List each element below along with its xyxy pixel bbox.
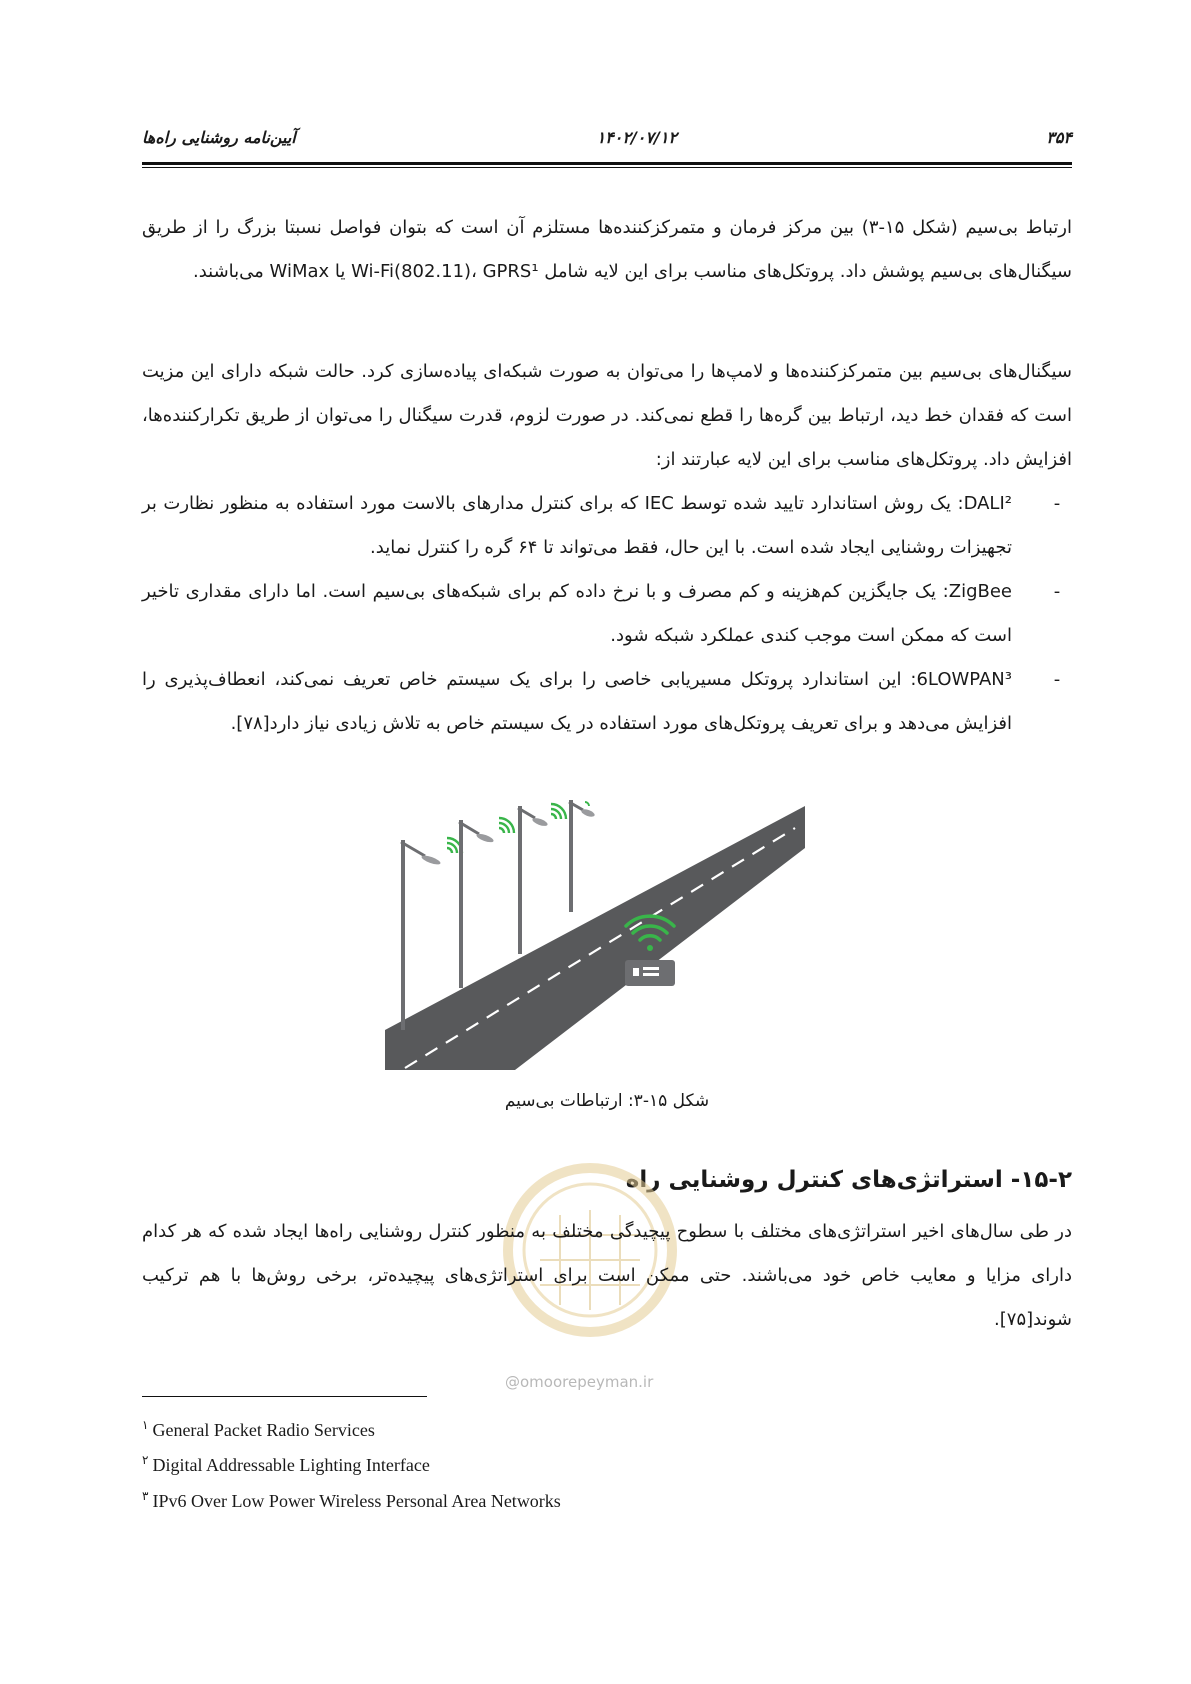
header-date: ۱۴۰۲/۰۷/۱۲ — [596, 128, 677, 147]
list-item — [142, 482, 1072, 570]
paragraph-1: ارتباط بی‌سیم (شکل ۱۵-۳) بین مرکز فرمان و متمرکزکننده‌ها مستلزم آن است که بتوان فواصل نسبتا بزرگ را از طریق سیگنال‌های بی‌سیم پوشش داد. پروتکل‌های مناسب برای این لایه شامل Wi-Fi(802.11)، GPRS¹ یا WiMax می‌باشند. — [142, 217, 1072, 282]
footnote-text: IPv6 Over Low Power Wireless Personal Area Networks — [152, 1491, 561, 1511]
wifi-signal-icon — [499, 818, 514, 833]
figure-caption: شکل ۱۵-۳: ارتباطات بی‌سیم — [504, 1091, 710, 1111]
list-item-text: ZigBee: یک جایگزین کم‌هزینه و کم مصرف و با نرخ داده کم برای شبکه‌های بی‌سیم است. اما دارای مقداری تاخیر است که ممکن است موجب کندی عملکرد شبکه شود. — [142, 581, 1012, 646]
list-item-text: DALI²: یک روش استاندارد تایید شده توسط IEC که برای کنترل مدارهای بالاست مورد استفاده به منظور نظارت بر تجهیزات روشنایی ایجاد شده است. با این حال، فقط می‌تواند تا ۶۴ گره را کنترل نماید. — [142, 493, 1012, 558]
footnote-rule — [142, 1396, 427, 1397]
list-dash: - — [1053, 669, 1061, 690]
street-lamp-icon — [459, 820, 494, 988]
wireless-street-figure — [385, 800, 805, 1080]
router-icon — [625, 960, 675, 986]
wifi-signal-icon — [585, 802, 589, 806]
list-dash: - — [1053, 493, 1061, 514]
wifi-signal-icon — [551, 804, 566, 819]
section-paragraph: در طی سال‌های اخیر استراتژی‌های مختلف با سطوح پیچیدگی مختلف به منظور کنترل روشنایی راه‌ها ایجاد شده که هر کدام دارای مزایا و معایب خاص خود می‌باشند. حتی ممکن است برای استراتژی‌های پیچیده‌تر، برخی روش‌ها با هم ترکیب شوند[۷۵]. — [142, 1221, 1072, 1330]
street-lamp-icon — [518, 806, 549, 954]
list-item — [142, 658, 1072, 746]
section-heading: ۱۵-۲- استراتژی‌های کنترل روشنایی راه — [625, 1167, 1072, 1193]
footnote — [142, 1453, 430, 1476]
list-item — [142, 570, 1072, 658]
page-number: ۳۵۴ — [1046, 128, 1072, 147]
street-lamp-icon — [401, 840, 441, 1030]
footnote-text: Digital Addressable Lighting Interface — [152, 1455, 430, 1475]
header-rule-thick — [142, 162, 1072, 165]
footnote-text: General Packet Radio Services — [152, 1420, 375, 1440]
list-dash: - — [1053, 581, 1061, 602]
list-item-text: 6LOWPAN³: این استاندارد پروتکل مسیریابی خاصی را برای یک سیستم خاص تعریف نمی‌کند، انعطاف‌پذیری را افزایش می‌دهد و برای تعریف پروتکل‌های مورد استفاده در یک سیستم خاص به تلاش زیادی نیاز دارد[۷۸]. — [142, 669, 1012, 734]
header-rule-thin — [142, 167, 1072, 168]
footnote — [142, 1489, 561, 1512]
page-header — [142, 128, 1072, 158]
paragraph-2: سیگنال‌های بی‌سیم بین متمرکزکننده‌ها و لامپ‌ها را می‌توان به صورت شبکه‌ای پیاده‌سازی کرد. حالت شبکه دارای این مزیت است که فقدان خط دید، ارتباط بین گره‌ها را قطع نمی‌کند. در صورت لزوم، قدرت سیگنال را می‌توان از طریق تکرارکننده‌ها، افزایش داد. پروتکل‌های مناسب برای این لایه عبارتند از: — [142, 361, 1072, 470]
footnote — [142, 1418, 375, 1441]
road — [385, 806, 805, 1070]
footnote-marker: ۲ — [142, 1453, 149, 1467]
watermark-url: @omoorepeyman.ir — [505, 1373, 654, 1391]
footnote-marker: ۱ — [142, 1418, 149, 1432]
header-title: آیین‌نامه روشنایی راه‌ها — [142, 128, 296, 147]
footnote-marker: ۳ — [142, 1489, 149, 1503]
street-lamp-icon — [569, 800, 596, 912]
